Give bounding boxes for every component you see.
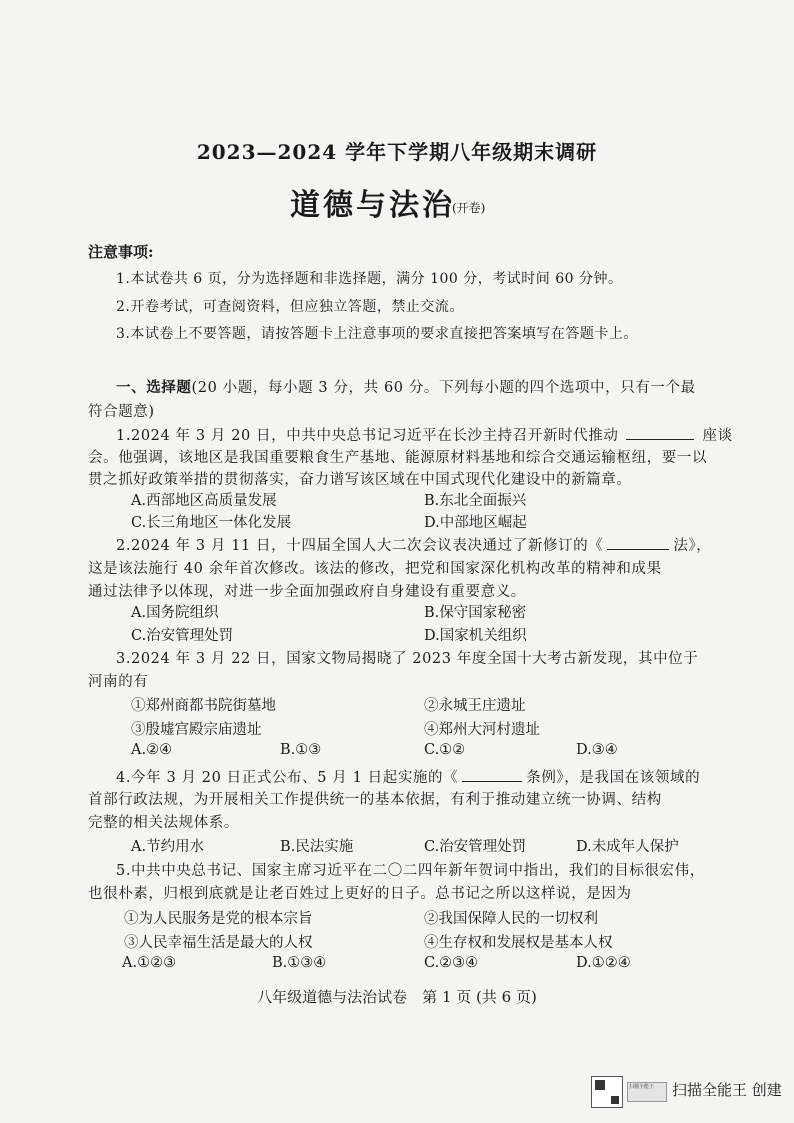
option-c: C.长三角地区一体化发展 xyxy=(131,515,292,531)
scanner-logo-text: 扫描全能王 xyxy=(629,1084,655,1090)
question-5-line: 5.中共中央总书记、国家主席习近平在二〇二四年新年贺词中指出，我们的目标很宏伟， xyxy=(116,863,705,879)
statement: ①为人民服务是党的根本宗旨 xyxy=(124,911,313,927)
option-d: D.未成年人保护 xyxy=(576,839,679,855)
question-2-line: 这是该法施行 40 余年首次修改。该法的修改，把党和国家深化机构改革的精神和成果 xyxy=(88,561,662,577)
option-a: A.节约用水 xyxy=(131,839,205,855)
option-c: C.②③④ xyxy=(424,955,479,971)
question-1-line: 1.2024 年 3 月 20 日，中共中央总书记习近平在长沙主持召开新时代推动 座谈 xyxy=(116,424,733,445)
option-a: A.②④ xyxy=(131,742,173,758)
notice-item: 2.开卷考试，可查阅资料，但应独立答题，禁止交流。 xyxy=(116,299,464,315)
statement: ②永城王庄遗址 xyxy=(424,698,526,714)
question-4-line: 完整的相关法规体系。 xyxy=(88,815,239,831)
statement: ③人民幸福生活是最大的人权 xyxy=(124,935,313,951)
option-c: C.治安管理处罚 xyxy=(131,628,234,644)
option-b: B.民法实施 xyxy=(280,839,354,855)
question-5-line: 也很朴素，归根到底就是让老百姓过上更好的日子。总书记之所以这样说，是因为 xyxy=(88,886,632,902)
question-4-line: 首部行政法规，为开展相关工作提供统一的基本依据，有利于推动建立统一协调、结构 xyxy=(88,792,662,808)
option-d: D.③④ xyxy=(576,742,618,758)
question-2-line: 2.2024 年 3 月 11 日，十四届全国人大二次会议表决通过了新修订的《 法》， xyxy=(116,534,711,555)
option-b: B.东北全面振兴 xyxy=(424,493,527,509)
question-3-line: 河南的有 xyxy=(88,674,149,690)
section-desc: (20 小题，每小题 3 分，共 60 分。下列每小题的四个选项中，只有一个最 xyxy=(191,380,696,396)
option-a: A.国务院组织 xyxy=(131,605,219,621)
question-3-line: 3.2024 年 3 月 22 日，国家文物局揭晓了 2023 年度全国十大考古新发现，其中位于 xyxy=(116,651,699,667)
statement: ③殷墟宫殿宗庙遗址 xyxy=(131,722,262,738)
answer-blank xyxy=(607,535,669,550)
notice-item: 1.本试卷共 6 页，分为选择题和非选择题，满分 100 分，考试时间 60 分钟。 xyxy=(116,271,623,287)
question-2-line: 通过法律予以体现，对进一步全面加强政府自身建设有重要意义。 xyxy=(88,584,526,600)
statement: ④生存权和发展权是基本人权 xyxy=(424,935,613,951)
option-b: B.①③ xyxy=(280,742,322,758)
option-a: A.西部地区高质量发展 xyxy=(131,493,277,509)
exam-type: (开卷) xyxy=(452,201,486,215)
question-1-line: 贯之抓好政策举措的贯彻落实，奋力谱写该区域在中国式现代化建设中的新篇章。 xyxy=(88,472,632,488)
notice-title: 注意事项: xyxy=(88,243,154,261)
statement: ②我国保障人民的一切权利 xyxy=(424,911,598,927)
option-c: C.治安管理处罚 xyxy=(424,839,527,855)
section-desc-cont: 符合题意) xyxy=(88,404,155,420)
scanner-watermark: 扫描全能王 创建 xyxy=(672,1081,782,1099)
statement: ④郑州大河村遗址 xyxy=(424,722,540,738)
option-d: D.中部地区崛起 xyxy=(424,515,527,531)
option-c: C.①② xyxy=(424,742,466,758)
page-footer: 八年级道德与法治试卷 第 1 页 (共 6 页) xyxy=(257,988,537,1006)
option-a: A.①②③ xyxy=(122,955,177,971)
exam-title: 2023—2024 学年下学期八年级期末调研 xyxy=(196,140,598,164)
option-d: D.①②④ xyxy=(576,955,631,971)
section-title: 一、选择题 xyxy=(116,379,192,396)
notice-item: 3.本试卷上不要答题，请按答题卡上注意事项的要求直接把答案填写在答题卡上。 xyxy=(116,326,638,342)
option-b: B.①③④ xyxy=(272,955,327,971)
statement: ①郑州商都书院街墓地 xyxy=(131,698,276,714)
qr-code-icon xyxy=(591,1076,623,1108)
option-d: D.国家机关组织 xyxy=(424,628,527,644)
question-4-line: 4.今年 3 月 20 日正式公布、5 月 1 日起实施的《 条例》，是我国在该领域的 xyxy=(116,766,700,787)
subject-title: 道德与法治 xyxy=(290,188,455,223)
section-heading xyxy=(116,376,696,397)
answer-blank xyxy=(462,767,522,782)
option-b: B.保守国家秘密 xyxy=(424,605,527,621)
answer-blank xyxy=(626,425,694,440)
question-1-line: 会。他强调，该地区是我国重要粮食生产基地、能源原材料基地和综合交通运输枢纽，要一以 xyxy=(88,450,708,466)
